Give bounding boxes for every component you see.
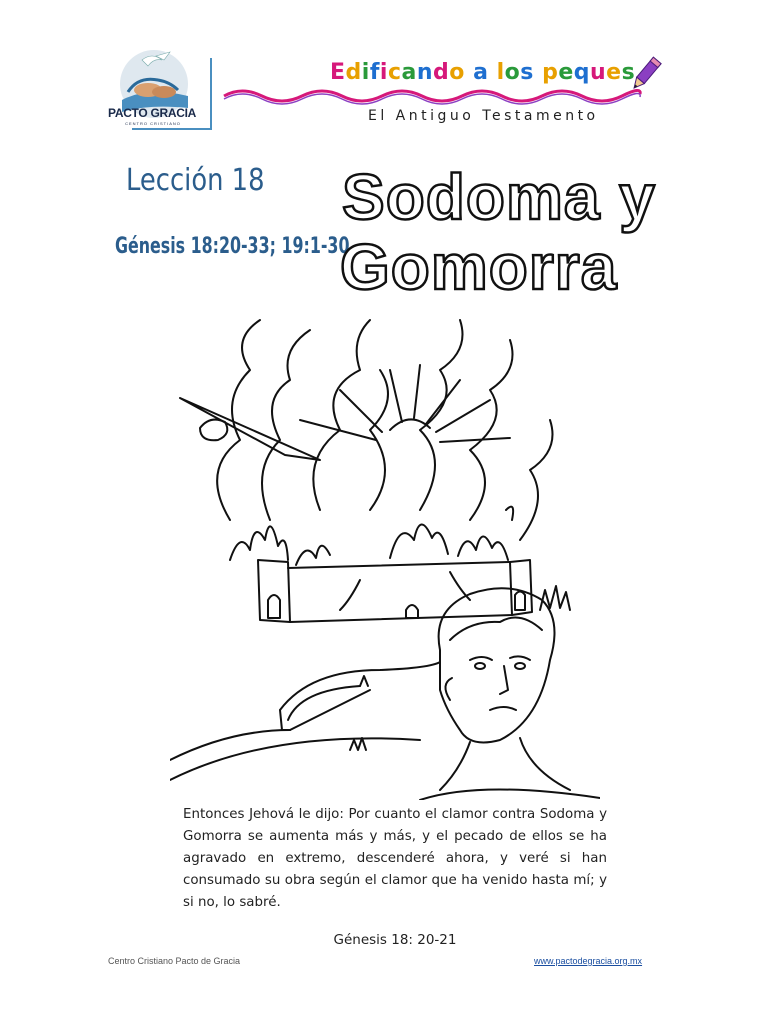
banner-letter: i	[379, 60, 388, 85]
man-portrait	[420, 588, 600, 800]
grass	[350, 586, 570, 750]
banner-letter: o	[504, 60, 521, 85]
banner-letter: l	[496, 60, 505, 85]
banner-letter: p	[542, 60, 559, 85]
logo-underline	[132, 128, 212, 130]
banner-letter: a	[473, 60, 489, 85]
flames	[230, 507, 513, 565]
series-banner	[330, 60, 635, 85]
banner-letter: q	[573, 60, 590, 85]
banner-letter: n	[416, 60, 434, 85]
logo-tagline: CENTRO CRISTIANO	[125, 121, 181, 126]
banner-letter	[534, 60, 542, 85]
banner-letter: u	[589, 60, 607, 85]
banner-letter: c	[387, 60, 402, 85]
section-subtitle: El Antiguo Testamento	[368, 108, 599, 124]
lesson-title-line1: Sodoma y	[342, 161, 656, 233]
city-wall	[258, 560, 532, 622]
banner-letter: e	[606, 60, 622, 85]
banner-letter	[465, 60, 473, 85]
banner-letter: f	[369, 60, 380, 85]
banner-letter: e	[558, 60, 574, 85]
footer-website-link[interactable]: www.pactodegracia.org.mx	[534, 956, 643, 966]
banner-letter: E	[330, 60, 346, 85]
banner-letter: o	[449, 60, 465, 85]
banner-letter	[488, 60, 496, 85]
logo-divider	[210, 58, 212, 130]
passage-citation: Génesis 18: 20-21	[333, 932, 457, 948]
road	[170, 662, 440, 780]
banner-letter: d	[433, 60, 450, 85]
logo-wordmark: PACTO GRACIA	[108, 106, 196, 120]
scripture-reference: Génesis 18:20-33; 19:1-30	[115, 234, 350, 259]
lesson-number: Lección 18	[126, 163, 265, 198]
decorative-wave	[222, 84, 642, 106]
banner-letter: a	[401, 60, 417, 85]
lesson-title-line2: Gomorra	[340, 231, 618, 303]
coloring-illustration	[170, 310, 600, 800]
banner-letter: i	[361, 60, 370, 85]
bible-passage: Entonces Jehová le dijo: Por cuanto el clamor contra Sodoma y Gomorra se aumenta más y más, y el pecado de ellos se ha agravado en extremo, descenderé ahora, y veré si han consumado su obra según el clamor que ha venido hasta mí; y si no, lo sabré.	[183, 807, 607, 910]
banner-letter: d	[345, 60, 362, 85]
footer-organization: Centro Cristiano Pacto de Gracia	[108, 956, 241, 966]
banner-letter: s	[520, 60, 534, 85]
banner-letter: s	[621, 60, 636, 85]
